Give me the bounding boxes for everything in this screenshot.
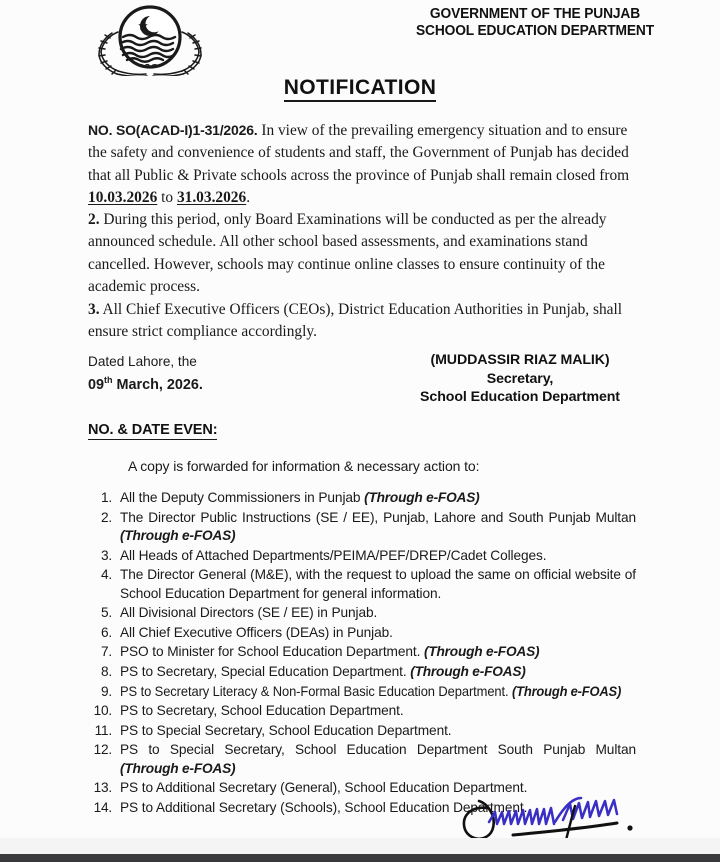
paragraph-3-number: 3. [88,301,100,318]
distribution-item-route-note: (Through e-FOAS) [423,644,540,660]
dated-month-year: March, 2026. [112,376,203,393]
distribution-list-item [86,547,636,565]
distribution-item-number: 5. [100,605,112,621]
punjab-government-emblem-icon [88,2,212,76]
distribution-item-number: 9. [100,683,112,699]
paragraph-1-text-after: . [246,189,251,207]
paragraph-1-text-before: In view of the prevailing emergency situation and to ensure the safety and convenience of students and staff, the Government of Punjab has decided that all Public & Private schools across the province of Punjab shall remain closed from [88,122,630,184]
distribution-item-text [120,722,636,740]
distribution-item-body: All the Deputy Commissioners in Punjab [120,490,365,505]
distribution-list-item [86,489,636,507]
paragraph-2 [88,209,640,299]
distribution-item-text [120,663,636,681]
paragraph-1 [88,119,640,210]
distribution-list-item [86,643,636,661]
distribution-item-body: The Director Public Instructions (SE / EE), Punjab, Lahore and South Punjab Multan [120,509,636,525]
page-bottom-light-band [0,838,720,854]
distribution-item-number: 11. [94,722,112,738]
distribution-item-route-note: (Through e-FOAS) [364,490,480,505]
distribution-list-item [86,741,636,778]
distribution-list [86,489,636,819]
dated-date-line [88,371,203,395]
distribution-item-text [120,604,636,622]
distribution-list-item [86,509,636,546]
header-line-department: SCHOOL EDUCATION DEPARTMENT [415,23,654,39]
distribution-list-item [86,683,636,701]
distribution-item-text [120,683,621,701]
distribution-item-text [120,643,636,661]
distribution-item-route-note: (Through e-FOAS) [120,528,236,543]
dated-day-suffix: th [104,375,113,385]
distribution-item-text [120,624,636,642]
distribution-item-text [120,489,636,507]
paragraph-2-text: During this period, only Board Examinations will be conducted as per the already announced schedule. All other school based assessments, and examinations stand cancelled. However, schools may continue online classes to ensure continuity of the academic process. [88,211,607,296]
distribution-item-number: 10. [93,703,112,719]
distribution-item-body: All Heads of Attached Departments/PEIMA/PEF/DREP/Cadet Colleges. [120,547,547,563]
distribution-item-body: All Divisional Directors (SE / EE) in Punjab. [120,605,378,621]
distribution-item-body: PS to Secretary Literacy & Non-Formal Basic Education Department. [120,683,513,699]
distribution-list-item [86,702,636,720]
distribution-item-body: PS to Secretary, Special Education Department. [120,663,411,679]
distribution-list-item [86,604,636,622]
department-header [397,6,673,40]
distribution-item-body: All Chief Executive Officers (DEAs) in Punjab. [120,624,393,640]
copy-forwarded-line: A copy is forwarded for information & necessary action to: [128,458,480,474]
signatory-department: School Education Department [420,389,620,405]
dated-block [88,352,203,395]
distribution-item-number: 12. [93,742,112,758]
distribution-item-number: 13. [93,780,112,796]
distribution-item-body: PS to Special Secretary, School Education Department South Punjab Multan [120,742,636,758]
dated-day: 09 [88,376,105,393]
reference-number: NO. SO(ACAD-I)1-31/2026. [88,122,258,138]
header-line-government: GOVERNMENT OF THE PUNJAB [429,6,641,22]
distribution-item-number: 7. [100,644,112,660]
distribution-list-item [86,663,636,681]
signatory-name: (MUDDASSIR RIAZ MALIK) [430,352,610,368]
distribution-list-item [86,722,636,740]
signatory-block [380,351,660,407]
closure-start-date: 10.03.2026 [88,189,158,207]
distribution-item-text [120,509,636,546]
distribution-item-body: PS to Additional Secretary (Schools), School Education Department. [120,799,528,815]
paragraph-2-number: 2. [88,211,100,228]
distribution-item-number: 1. [100,490,112,505]
distribution-item-text [120,741,636,778]
paragraph-3-text: All Chief Executive Officers (CEOs), District Education Authorities in Punjab, shall ensure strict compliance accordingly. [88,301,623,341]
page-title [0,76,720,100]
distribution-item-number: 14. [93,799,112,815]
distribution-item-body: PSO to Minister for School Education Department. [120,644,424,660]
page-bottom-dark-band [0,854,720,862]
distribution-item-body: The Director General (M&E), with the request to upload the same on official website of School Education Department for general information. [120,567,636,601]
distribution-item-route-note: (Through e-FOAS) [410,663,526,679]
distribution-item-route-note: (Through e-FOAS) [120,760,236,776]
distribution-item-body: PS to Secretary, School Education Department. [120,703,404,719]
distribution-item-text [120,566,636,603]
dated-place-line: Dated Lahore, the [88,354,197,369]
distribution-item-body: PS to Special Secretary, School Education Department. [120,722,452,738]
distribution-item-number: 3. [100,547,112,563]
distribution-item-text [120,702,636,720]
closure-end-date: 31.03.2026 [176,189,247,207]
distribution-item-number: 6. [100,624,112,640]
distribution-item-number: 4. [100,567,112,583]
date-joiner: to [157,189,177,207]
distribution-item-body: PS to Additional Secretary (General), School Education Department. [120,780,528,796]
distribution-item-number: 8. [100,663,112,679]
notification-heading-text: NOTIFICATION [284,76,437,102]
signatory-designation: Secretary, [486,370,554,387]
distribution-list-item [86,624,636,642]
paragraph-3 [88,299,640,344]
distribution-item-route-note: (Through e-FOAS) [512,683,622,699]
distribution-list-item [86,566,636,603]
distribution-item-text [120,547,636,565]
date-even-label: NO. & DATE EVEN: [88,422,218,438]
distribution-item-number: 2. [100,509,112,525]
